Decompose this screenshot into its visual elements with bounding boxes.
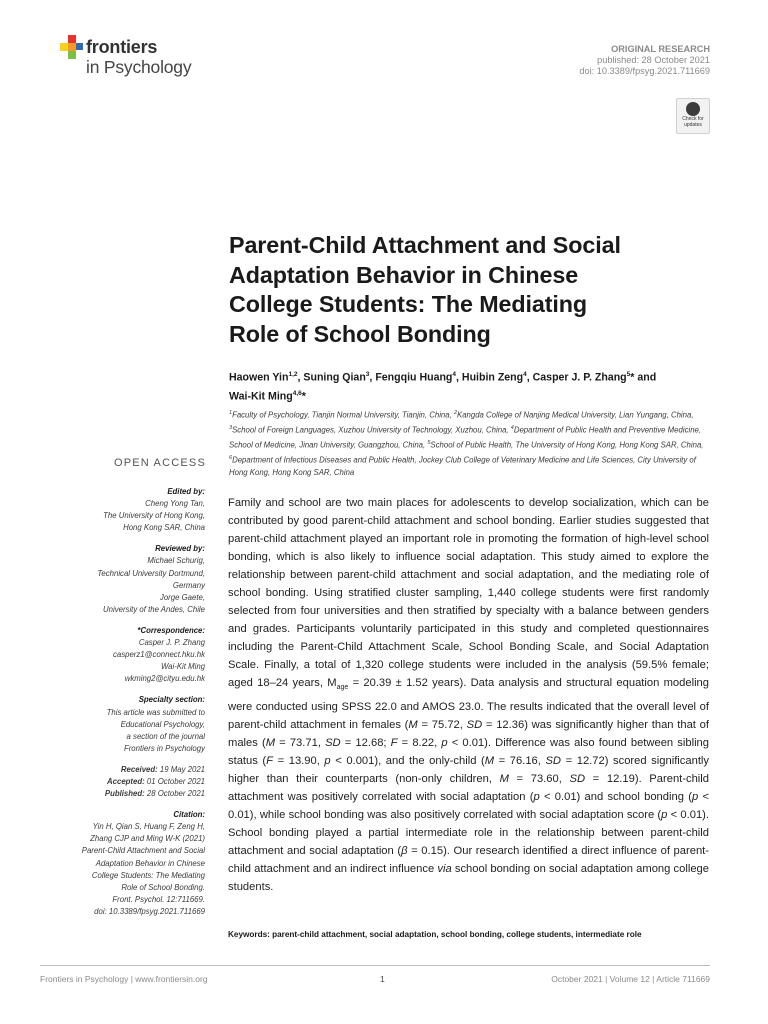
dates: [40, 764, 205, 800]
reviewer-line: University of the Andes, Chile: [103, 604, 205, 614]
title-line: Parent-Child Attachment and Social: [229, 232, 621, 258]
article-type: ORIGINAL RESEARCH: [611, 44, 710, 54]
email-link[interactable]: wkming2@cityu.edu.hk: [124, 674, 205, 684]
frontiers-logo-icon: [58, 33, 84, 61]
author-separator: ,: [456, 371, 462, 384]
author-name[interactable]: Casper J. P. Zhang: [532, 371, 627, 384]
author-name[interactable]: Fengqiu Huang: [375, 371, 453, 384]
author-name[interactable]: Suning Qian: [303, 371, 366, 384]
affiliation-text: School of Public Health, The University of Hong Kong, Hong Kong SAR, China,: [430, 440, 704, 450]
title-line: Adaptation Behavior in Chinese: [229, 261, 579, 288]
logo-square-red: [68, 35, 76, 43]
footer-issue-info: October 2021 | Volume 12 | Article 711669: [551, 974, 710, 984]
logo-square-yellow: [60, 43, 68, 51]
citation-doi[interactable]: doi: 10.3389/fpsyg.2021.711669: [94, 906, 205, 916]
author-separator: ,: [369, 371, 376, 384]
affiliation-number: 3: [229, 424, 233, 431]
logo-square-blue: [76, 43, 83, 50]
corresponding-author: Wai-Kit Ming: [160, 662, 205, 672]
open-access-label: OPEN ACCESS: [113, 457, 206, 469]
author-affiliation-sup: 4,6: [292, 389, 302, 397]
author-affiliation-sup: 5: [626, 371, 631, 378]
author-separator: ,: [526, 371, 533, 384]
reviewer-line: Germany: [172, 580, 205, 590]
journal-logo: [58, 33, 208, 81]
editor-line: Hong Kong SAR, China: [123, 523, 205, 533]
affiliation-text: Department of Public Health and Preventive Medicine, School of Medicine, Jinan University, Guangzhou, China,: [229, 425, 702, 450]
author-separator: *: [301, 390, 306, 403]
author-name[interactable]: Huibin Zeng: [461, 371, 524, 384]
affiliation-text: Department of Infectious Diseases and Public Health, Jockey Club College of Veterinary Medicine and Life Sciences, City University of Hong Kong, Hong Kong SAR, China: [229, 455, 696, 477]
affiliations: [229, 407, 709, 479]
received-date: Received: 19 May 2021: [120, 764, 205, 774]
affiliation-number: 6: [229, 454, 233, 461]
author-affiliation-sup: 3: [365, 371, 370, 378]
reviewer-line: Michael Schurig,: [147, 556, 205, 566]
citation: Citation: Yin H, Qian S, Huang F, Zeng H, Zhang CJP and Ming W-K (2021) Parent-Child Attachment and Social Adaptation Behavior in Chinese College Students: The Mediating Role of School Bonding. Front. Psychol. 12:711669. doi: 10.3389/fpsyg.2021.711669: [40, 809, 205, 918]
author-separator: * and: [630, 371, 657, 384]
reviewer-line: Technical University Dortmund,: [97, 568, 205, 578]
reviewed-by: Reviewed by: Michael Schurig, Technical University Dortmund, Germany Jorge Gaete, University of the Andes, Chile: [40, 543, 205, 616]
affiliation-text: Kangda College of Nanjing Medical University, Lian Yungang, China,: [457, 410, 694, 420]
author-affiliation-sup: 4: [523, 371, 527, 378]
accepted-date: Accepted: 01 October 2021: [107, 776, 205, 786]
logo-square-green: [68, 51, 76, 59]
title-line: Role of School Bonding: [229, 320, 491, 347]
check-for-updates-button[interactable]: [676, 98, 710, 134]
affiliation-number: 5: [427, 439, 431, 446]
abstract: Family and school are two main places for adolescents to develop socialization, which can be contributed by good parent-child attachment and school bonding. Earlier studies suggested that parent-child attachment played an important role in promoting the formation of high-level school bonding, which is also likely to influence social adaptation. This study aimed to explore the relationship between parent-child attachment and social adaptation, and the mediating role of school bonding. Using stratified cluster sampling, 1,440 college students were first randomly selected from four universities and then stratified by specialty with a balance between genders and grades. Participants voluntarily participated in this study and completed questionnaires including the Parent-Child Attachment Scale, School Bonding Scale, and Social Adaptation Scale. Finally, a total of 1,320 college students were included in the analysis (59.5% female; aged 18–24 years, $M_{age} = 20.39 \pm 1.52$ years). Data analysis and structural equation modeling were conducted using SPSS 22.0 and AMOS 23.0. The results indicated that the overall level of parent-child attachment in females (M = 75.72, SD = 12.36) was significantly higher than that of males (M = 73.71, SD = 12.68; F = 8.22, p < 0.01). Difference was also found between sibling status (F = 13.90, p < 0.001), and the only-child (M = 76.16, SD = 12.72) scored significantly higher than their counterparts (non-only children, M = 73.60, SD = 12.19). Parent-child attachment was positively correlated with social adaptation (p < 0.01) and school bonding (p < 0.01), while school bonding was also positively correlated with social adaptation score (p < 0.01). School bonding played a partial intermediate role in the relationship between parent-child attachment and social adaptation (β = 0.15). Our research identified a direct influence of parent-child attachment and an indirect influence via school bonding on social adaptation among college students.: [228, 497, 710, 894]
author-name[interactable]: Haowen Yin: [229, 371, 289, 384]
page-number: 1: [380, 974, 385, 984]
article-meta: [579, 44, 710, 77]
article-doi[interactable]: doi: 10.3389/fpsyg.2021.711669: [579, 66, 710, 76]
author-affiliation-sup: 1,2: [288, 371, 298, 378]
affiliation-number: 2: [453, 410, 457, 416]
affiliation-text: School of Foreign Languages, Xuzhou University of Technology, Xuzhou, China,: [232, 425, 511, 435]
article-sidebar: [40, 486, 205, 927]
reviewer-line: Jorge Gaete,: [159, 592, 205, 602]
logo-square-orange: [68, 43, 76, 51]
logo-wordmark: frontiers: [86, 37, 158, 57]
specialty-section: Specialty section: This article was submitted to Educational Psychology, a section of the journal Frontiers in Psychology: [106, 695, 205, 753]
affiliation-text: Faculty of Psychology, Tianjin Normal University, Tianjin, China,: [232, 410, 454, 420]
affiliation-number: 4: [510, 424, 514, 431]
footer-divider: [40, 965, 710, 966]
footer-journal-link[interactable]: Frontiers in Psychology | www.frontiersin.org: [40, 974, 208, 984]
title-line: College Students: The Mediating: [229, 291, 588, 317]
author-name[interactable]: Wai-Kit Ming: [229, 390, 293, 403]
email-link[interactable]: casperz1@connect.hku.hk: [113, 650, 205, 660]
published-date: published: 28 October 2021: [597, 55, 710, 65]
author-list: [229, 367, 709, 404]
check-updates-icon: [686, 102, 700, 116]
keywords: Keywords: parent-child attachment, social adaptation, school bonding, college students, intermediate role: [228, 930, 642, 939]
corresponding-author: Casper J. P. Zhang: [138, 638, 205, 648]
published-date-sidebar: Published: 28 October 2021: [104, 789, 205, 799]
correspondence: *Correspondence: Casper J. P. Zhang casperz1@connect.hku.hk Wai-Kit Ming wkming2@cityu.edu.hk: [40, 625, 205, 685]
author-affiliation-sup: 4: [452, 371, 457, 378]
editor-line: Cheng Yong Tan,: [145, 499, 205, 509]
logo-journal-name: in Psychology: [86, 57, 192, 77]
editor-line: The University of Hong Kong,: [103, 511, 205, 521]
article-title: [229, 231, 709, 349]
edited-by: Edited by: Cheng Yong Tan, The University of Hong Kong, Hong Kong SAR, China: [40, 486, 205, 534]
check-updates-label: Check for updates: [682, 116, 704, 128]
author-separator: ,: [297, 371, 304, 384]
affiliation-number: 1: [229, 410, 233, 416]
